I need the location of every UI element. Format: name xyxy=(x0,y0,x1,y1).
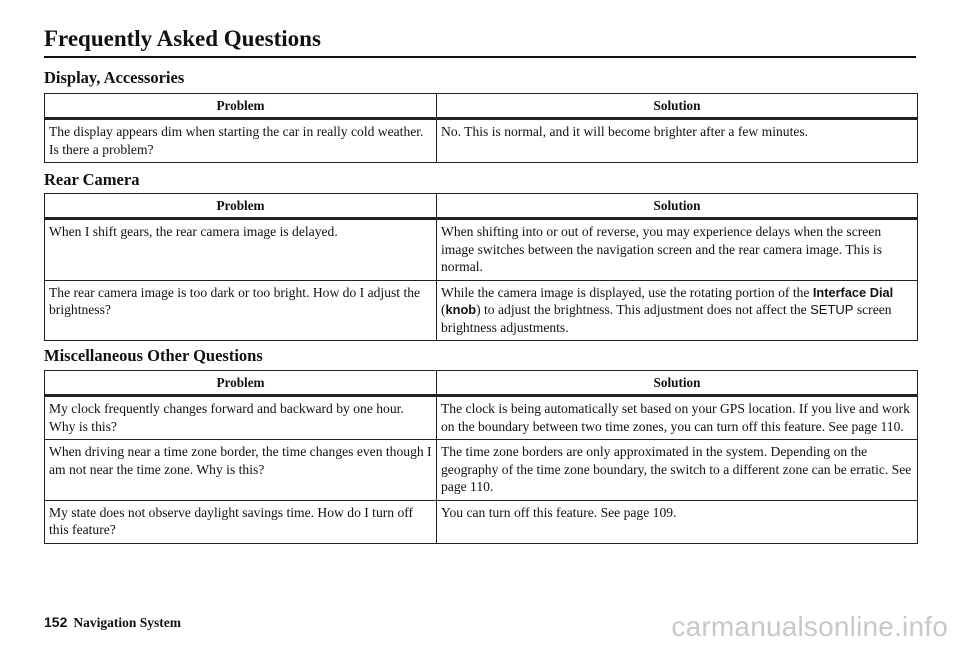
table-row xyxy=(45,396,918,440)
solution-cell: No. This is normal, and it will become brighter after a few minutes. xyxy=(437,119,918,163)
title-rule xyxy=(44,56,916,58)
problem-cell: My clock frequently changes forward and backward by one hour. Why is this? xyxy=(45,396,437,440)
problem-cell: The rear camera image is too dark or too bright. How do I adjust the brightness? xyxy=(45,280,437,341)
page-title: Frequently Asked Questions xyxy=(44,26,321,51)
column-header-problem: Problem xyxy=(45,194,437,219)
column-header-solution: Solution xyxy=(437,94,918,119)
problem-cell: When I shift gears, the rear camera image is delayed. xyxy=(45,219,437,281)
solution-cell xyxy=(437,280,918,341)
page-footer xyxy=(44,614,181,631)
column-header-solution: Solution xyxy=(437,194,918,219)
solution-text: While the camera image is displayed, use the rotating portion of the xyxy=(441,284,813,300)
setup-term: SETUP xyxy=(810,302,854,317)
section-heading-rear-camera: Rear Camera xyxy=(44,170,140,189)
table-header-row xyxy=(45,371,918,396)
faq-table-misc-questions xyxy=(44,370,918,544)
footer-label: Navigation System xyxy=(73,615,181,630)
column-header-problem: Problem xyxy=(45,94,437,119)
solution-cell: The time zone borders are only approximated in the system. Depending on the geography of the time zone boundary, the switch to a different zone can be erratic. See page 110. xyxy=(437,440,918,501)
table-row xyxy=(45,280,918,341)
table-row xyxy=(45,119,918,163)
solution-cell: The clock is being automatically set based on your GPS location. If you live and work on the boundary between two time zones, you can turn off this feature. See page 110. xyxy=(437,396,918,440)
faq-table-display-accessories xyxy=(44,93,918,163)
solution-cell: When shifting into or out of reverse, you may experience delays when the screen image switches between the navigation screen and the rear camera image. This is normal. xyxy=(437,219,918,281)
interface-dial-term: Interface Dial xyxy=(812,284,894,300)
watermark-text[interactable]: carmanualsonline.info xyxy=(671,611,948,642)
table-row xyxy=(45,500,918,543)
knob-term: knob xyxy=(445,302,477,317)
solution-text: ) to adjust the brightness. This adjustment does not affect the xyxy=(476,302,811,317)
table-row xyxy=(45,219,918,281)
solution-text: screen brightness adjustments. xyxy=(441,302,892,335)
section-heading-display-accessories: Display, Accessories xyxy=(44,68,185,87)
column-header-solution: Solution xyxy=(437,371,918,396)
table-row xyxy=(45,440,918,501)
table-header-row xyxy=(45,94,918,119)
solution-text: ( xyxy=(441,302,446,317)
page-number: 152 xyxy=(44,614,68,630)
problem-cell: When driving near a time zone border, the time changes even though I am not near the time zone. Why is this? xyxy=(45,440,437,501)
solution-cell: You can turn off this feature. See page 109. xyxy=(437,500,918,543)
section-heading-misc-questions: Miscellaneous Other Questions xyxy=(44,346,263,365)
problem-cell: My state does not observe daylight savings time. How do I turn off this feature? xyxy=(45,500,437,543)
faq-table-rear-camera xyxy=(44,193,918,341)
column-header-problem: Problem xyxy=(45,371,437,396)
table-header-row xyxy=(45,194,918,219)
problem-cell: The display appears dim when starting the car in really cold weather. Is there a problem? xyxy=(45,119,437,163)
